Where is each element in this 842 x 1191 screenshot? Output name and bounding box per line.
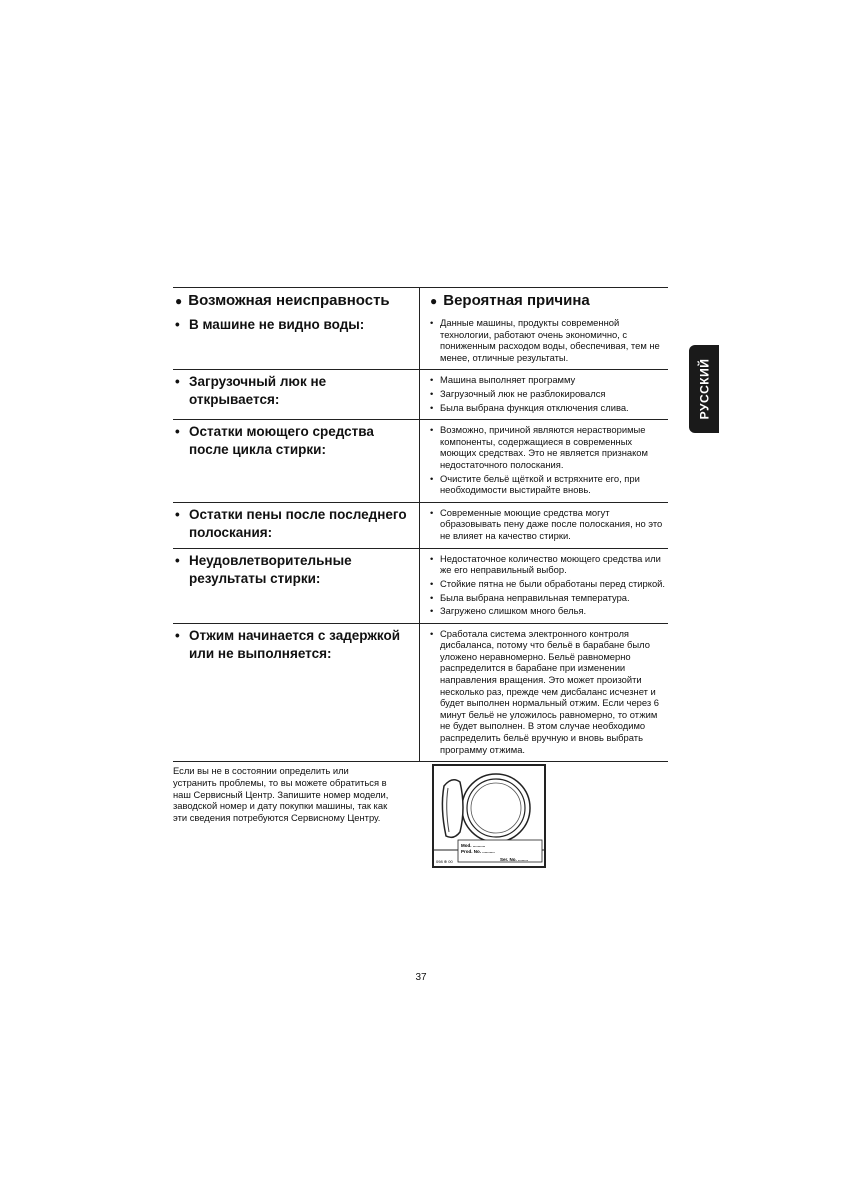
table-row bbox=[173, 313, 668, 369]
bullet-icon: • bbox=[175, 552, 180, 568]
bullet-icon: • bbox=[175, 627, 180, 643]
bullet-icon: • bbox=[175, 374, 180, 390]
cause-item bbox=[430, 578, 668, 590]
cause-text: Была выбрана неправильная температура. bbox=[440, 591, 630, 603]
problem-label: В машине не видно воды: bbox=[189, 317, 365, 332]
cause-list bbox=[420, 370, 668, 419]
problem-label: Загрузочный люк не открывается: bbox=[189, 374, 327, 408]
bullet-icon: • bbox=[175, 317, 180, 332]
problem-text bbox=[173, 549, 419, 594]
bullet-icon: • bbox=[430, 374, 434, 386]
language-tab-label: РУССКИЙ bbox=[697, 358, 711, 420]
problem-label: Отжим начинается с задержкой или не выполняется: bbox=[189, 627, 401, 661]
cause-text: Машина выполняет программу bbox=[440, 374, 576, 386]
problem-cell bbox=[173, 549, 420, 623]
plate-ser-no: Ser. No. ........ bbox=[500, 857, 529, 862]
cause-item bbox=[430, 374, 668, 386]
rating-plate-illustration bbox=[432, 764, 546, 868]
cause-text: Возможно, причиной являются нерастворимые компоненты, содержащиеся в современных моющих средствах. Это не является признаком недостаточного полоскания. bbox=[440, 424, 648, 470]
cause-list bbox=[420, 420, 668, 502]
cause-item bbox=[430, 402, 668, 414]
bullet-icon: • bbox=[430, 605, 434, 617]
problem-cell bbox=[173, 420, 420, 502]
bullet-icon: • bbox=[430, 387, 434, 399]
cause-text: Недостаточное количество моющего средства или же его неправильный выбор. bbox=[440, 552, 661, 576]
table-row bbox=[173, 502, 668, 548]
header-cause-label: Вероятная причина bbox=[443, 292, 590, 309]
troubleshooting-table bbox=[173, 287, 668, 762]
cause-item bbox=[430, 424, 668, 470]
bullet-icon: • bbox=[430, 552, 434, 564]
bullet-icon: • bbox=[430, 472, 434, 484]
table-row bbox=[173, 623, 668, 762]
cause-text: Сработала система электронного контроля дисбаланса, потому что бельё в барабане было уложено неравномерно. Бельё равномерно распределится в барабане при изменении направления вращения. Это может произойти несколько раз, прежде чем дисбаланс исчезнет и будет выполнен нормальный отжим. Если через 6 минут бельё не уложилось равномерно, то отжим не будет выполнен. В этом случае необходимо распределить бельё вручную и вновь выбрать программу отжима. bbox=[440, 627, 659, 755]
cause-list bbox=[420, 503, 668, 548]
bullet-icon: • bbox=[430, 424, 434, 436]
washing-machine-door-illustration bbox=[434, 766, 544, 866]
cause-item bbox=[430, 507, 668, 542]
cause-cell bbox=[420, 420, 668, 502]
cause-list bbox=[420, 313, 668, 369]
table-row bbox=[173, 369, 668, 419]
bullet-icon: • bbox=[175, 506, 180, 522]
problem-cell bbox=[173, 370, 420, 419]
bullet-icon: • bbox=[430, 317, 434, 328]
cause-item bbox=[430, 605, 668, 617]
cause-text: Современные моющие средства могут образовывать пену даже после полоскания, но это не влияет на качество стирки. bbox=[440, 506, 663, 541]
cause-text: Загружено слишком много белья. bbox=[440, 605, 587, 617]
table-row bbox=[173, 548, 668, 623]
language-tab bbox=[689, 345, 719, 433]
cause-list bbox=[420, 624, 668, 762]
problem-text bbox=[173, 503, 419, 548]
header-problem bbox=[173, 288, 420, 313]
cause-item bbox=[430, 473, 668, 496]
problem-text bbox=[173, 420, 419, 465]
page-number: 37 bbox=[415, 972, 427, 983]
cause-item bbox=[430, 628, 668, 756]
cause-item bbox=[430, 592, 668, 604]
bullet-icon: • bbox=[430, 401, 434, 413]
cause-cell bbox=[420, 313, 668, 369]
bullet-icon: • bbox=[175, 424, 180, 440]
cause-item bbox=[430, 553, 668, 576]
bullet-icon: • bbox=[430, 506, 434, 518]
plate-mark: 098 ⊕ 00 bbox=[436, 859, 453, 864]
cause-cell bbox=[420, 624, 668, 762]
cause-text: Данные машины, продукты современной технологии, работают очень экономично, с пониженным расходом воды, обеспечивая, тем не менее, отличные результаты. bbox=[440, 317, 660, 363]
problem-text bbox=[173, 370, 419, 415]
bullet-icon: • bbox=[430, 627, 434, 639]
cause-text: Была выбрана функция отключения слива. bbox=[440, 401, 629, 413]
bullet-icon: • bbox=[430, 591, 434, 603]
cause-cell bbox=[420, 549, 668, 623]
cause-text: Загрузочный люк не разблокировался bbox=[440, 387, 606, 399]
problem-label: Остатки пены после последнего полоскания: bbox=[189, 506, 407, 540]
cause-text: Очистите бельё щёткой и встряхните его, при необходимости выстирайте вновь. bbox=[440, 472, 640, 496]
cause-cell bbox=[420, 503, 668, 548]
bullet-icon: ● bbox=[430, 293, 438, 308]
problem-label: Неудовлетворительные результаты стирки: bbox=[189, 552, 352, 586]
problem-cell bbox=[173, 313, 420, 369]
problem-label: Остатки моющего средства после цикла стирки: bbox=[189, 424, 374, 458]
bullet-icon: ● bbox=[175, 293, 183, 308]
problem-text bbox=[173, 624, 419, 669]
service-note: Если вы не в состоянии определить или устранить проблемы, то вы можете обратиться в наш Сервисный Центр. Запишите номер модели, заводской номер и дату покупки машины, так как эти сведения потребуются Сервисному Центру. bbox=[173, 765, 389, 824]
problem-cell bbox=[173, 624, 420, 762]
problem-text bbox=[173, 313, 419, 340]
cause-item bbox=[430, 388, 668, 400]
table-header-row bbox=[173, 288, 668, 313]
table-row bbox=[173, 419, 668, 502]
plate-prod-no: Prod. No. .......... bbox=[461, 849, 495, 854]
cause-cell bbox=[420, 370, 668, 419]
problem-cell bbox=[173, 503, 420, 548]
header-cause bbox=[420, 288, 668, 313]
header-problem-label: Возможная неисправность bbox=[188, 292, 390, 309]
bullet-icon: • bbox=[430, 577, 434, 589]
plate-mod: Mod. .......... bbox=[461, 843, 486, 848]
cause-list bbox=[420, 549, 668, 623]
cause-item bbox=[430, 317, 668, 363]
cause-text: Стойкие пятна не были обработаны перед стиркой. bbox=[440, 577, 666, 589]
